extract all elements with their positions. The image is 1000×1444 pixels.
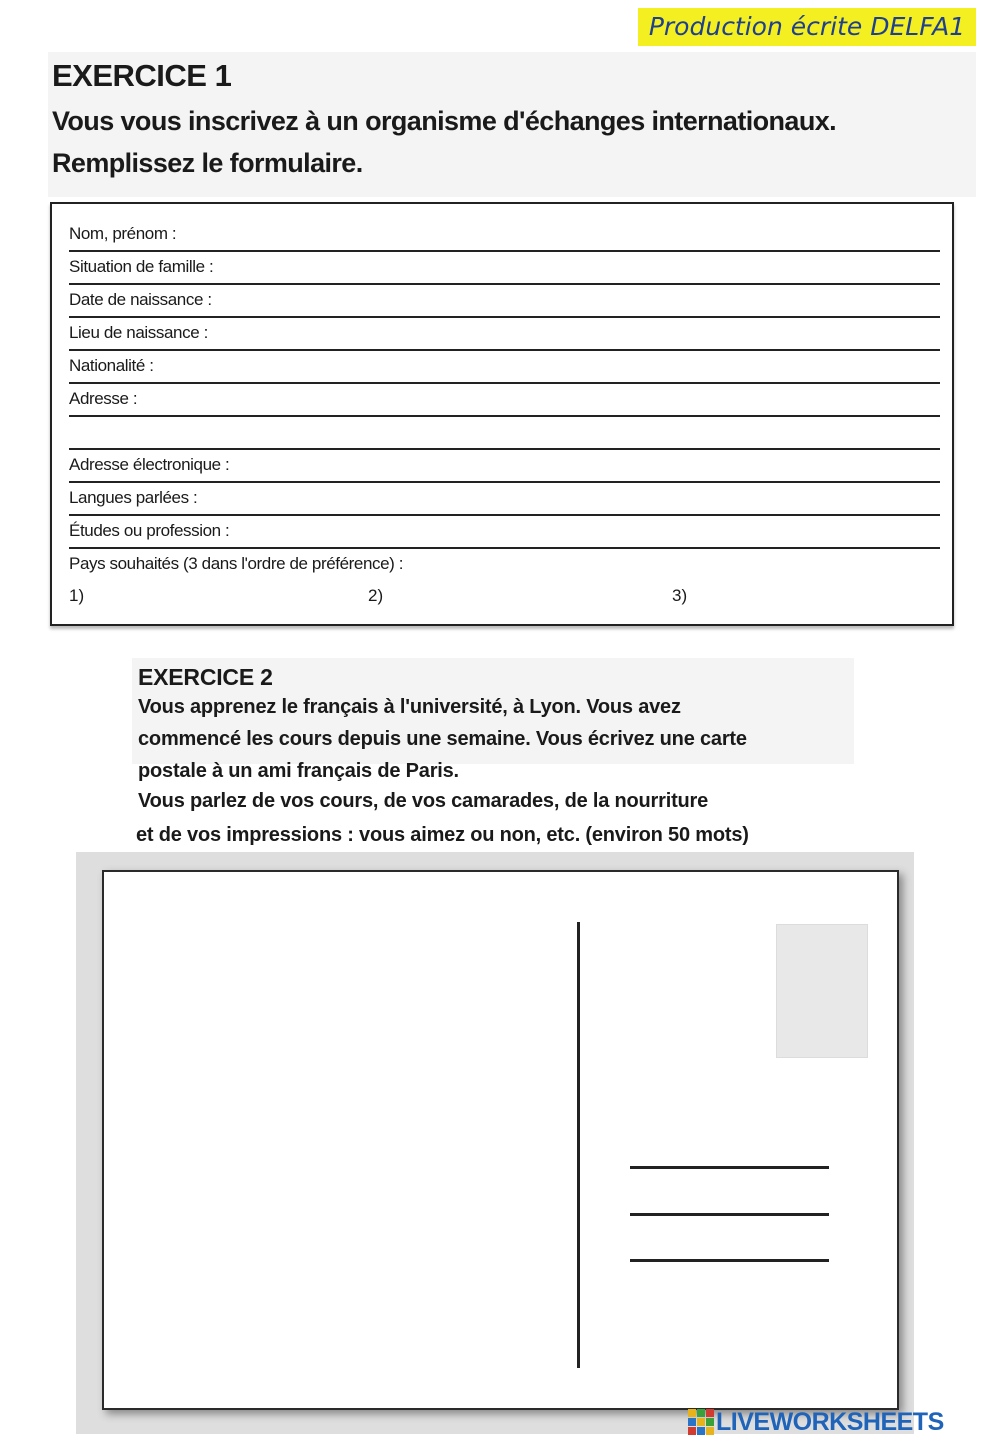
footer-brand xyxy=(688,1406,992,1436)
exercise2-instruction-line: commencé les cours depuis une semaine. Vous écrivez une carte xyxy=(138,728,747,750)
country-choice-2[interactable]: 2) xyxy=(368,586,384,605)
form-field-birth-date[interactable]: Date de naissance : xyxy=(69,285,940,318)
form-field-languages[interactable]: Langues parlées : xyxy=(69,483,940,516)
stamp-area xyxy=(776,924,868,1058)
registration-form xyxy=(50,202,954,626)
exercise1-title: EXERCICE 1 xyxy=(52,58,232,93)
form-field-address[interactable]: Adresse : xyxy=(69,384,940,417)
exercise1-instruction: Vous vous inscrivez à un organisme d'échanges internationaux. xyxy=(52,106,837,136)
document-tag: Production écrite DELFA1 xyxy=(638,8,976,46)
form-field-nationality[interactable]: Nationalité : xyxy=(69,351,940,384)
address-line[interactable] xyxy=(630,1166,829,1169)
country-choice-1[interactable]: 1) xyxy=(69,586,85,605)
postcard[interactable] xyxy=(102,870,899,1410)
postcard-divider xyxy=(577,922,580,1368)
address-line[interactable] xyxy=(630,1259,829,1262)
form-field-address-line2[interactable] xyxy=(69,417,940,450)
form-field-family-status[interactable]: Situation de famille : xyxy=(69,252,940,285)
exercise2-instruction-line: Vous apprenez le français à l'université, à Lyon. Vous avez xyxy=(138,696,681,718)
exercise2-title: EXERCICE 2 xyxy=(138,664,273,690)
brand-name: LIVEWORKSHEETS xyxy=(716,1408,944,1436)
form-field-studies[interactable]: Études ou profession : xyxy=(69,516,940,549)
exercise2-instruction-line: et de vos impressions : vous aimez ou non, etc. (environ 50 mots) xyxy=(136,824,749,846)
exercise2-instruction-line: Vous parlez de vos cours, de vos camarades, de la nourriture xyxy=(138,790,709,812)
form-field-countries-label: Pays souhaités (3 dans l'ordre de préférence) : xyxy=(69,554,404,573)
form-field-name[interactable]: Nom, prénom : xyxy=(69,219,940,252)
country-choice-3[interactable]: 3) xyxy=(672,586,688,605)
form-field-birth-place[interactable]: Lieu de naissance : xyxy=(69,318,940,351)
liveworksheets-logo-icon xyxy=(688,1409,714,1435)
form-field-email[interactable]: Adresse électronique : xyxy=(69,450,940,483)
exercise1-instruction: Remplissez le formulaire. xyxy=(52,148,363,178)
exercise2-instruction-line: postale à un ami français de Paris. xyxy=(138,760,459,782)
address-line[interactable] xyxy=(630,1213,829,1216)
